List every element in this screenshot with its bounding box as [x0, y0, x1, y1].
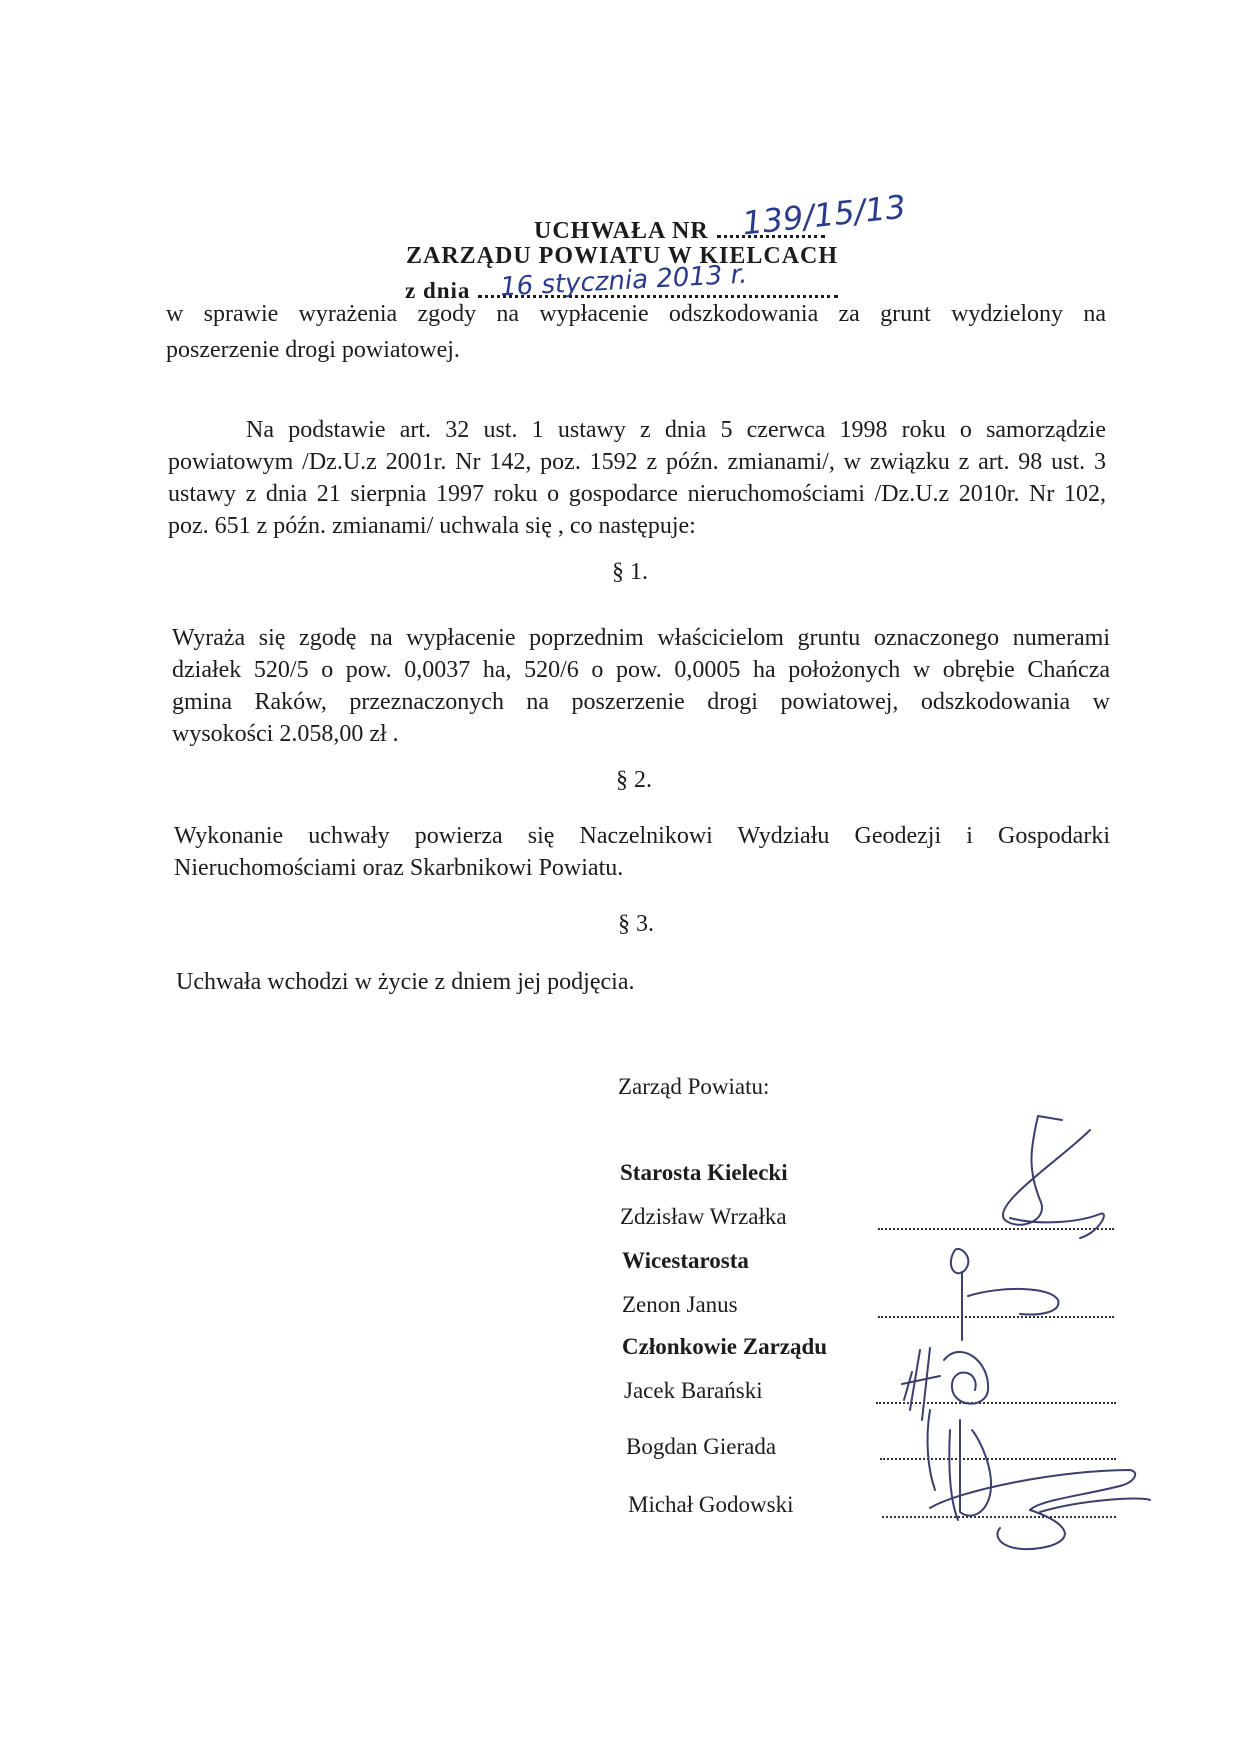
wicestarosta-title: Wicestarosta	[622, 1248, 749, 1273]
signature-line-member-3	[882, 1516, 1116, 1518]
section-1-line-3: gmina Raków, przeznaczonych na poszerzenie drogi powiatowej, odszkodowania w	[172, 689, 1110, 715]
signature-1-stroke	[1003, 1116, 1090, 1225]
member-1-name: Jacek Barański	[624, 1378, 763, 1403]
board-name: ZARZĄDU POWIATU W KIELCACH	[406, 243, 839, 269]
member-2-name: Bogdan Gierada	[626, 1434, 777, 1459]
member-3-name: Michał Godowski	[628, 1492, 794, 1517]
signature-2-stroke	[951, 1249, 969, 1340]
preamble-line-1: Na podstawie art. 32 ust. 1 ustawy z dnia 5 czerwca 1998 roku o samorządzie	[246, 417, 1106, 443]
preamble-line-3: ustawy z dnia 21 sierpnia 1997 roku o gospodarce nieruchomościami /Dz.U.z 2010r. Nr 102,	[168, 481, 1106, 507]
starosta-name: Zdzisław Wrzałka	[620, 1204, 787, 1229]
section-3-heading: § 3.	[618, 911, 654, 937]
members-title: Członkowie Zarządu	[622, 1334, 828, 1359]
section-1-line-2: działek 520/5 o pow. 0,0037 ha, 520/6 o pow. 0,0005 ha położonych w obrębie Chańcza	[172, 657, 1110, 683]
section-2-line-1: Wykonanie uchwały powierza się Naczelnikowi Wydziału Geodezji i Gospodarki	[174, 823, 1110, 849]
section-3-line-1: Uchwała wchodzi w życie z dniem jej podjęcia.	[176, 969, 635, 995]
section-1-heading: § 1.	[612, 559, 648, 585]
wicestarosta-name: Zenon Janus	[622, 1292, 738, 1317]
section-2-heading: § 2.	[616, 767, 652, 793]
preamble-line-4: poz. 651 z późn. zmianami/ uchwala się , co następuje:	[168, 513, 696, 539]
section-2-line-2: Nieruchomościami oraz Skarbnikowi Powiatu.	[174, 855, 624, 881]
signature-line-wicestarosta	[878, 1316, 1114, 1318]
section-1-line-4: wysokości 2.058,00 zł .	[172, 721, 399, 747]
signature-line-member-2	[880, 1458, 1116, 1460]
preamble-line-2: powiatowym /Dz.U.z 2001r. Nr 142, poz. 1592 z późn. zmianami/, w związku z art. 98 ust. 3	[168, 449, 1106, 475]
signature-5-stroke	[930, 1470, 1135, 1549]
section-1-line-1: Wyraża się zgodę na wypłacenie poprzednim właścicielom gruntu oznaczonego numerami	[172, 625, 1110, 651]
subject-line-2: poszerzenie drogi powiatowej.	[166, 337, 460, 363]
signature-3-stroke	[902, 1348, 940, 1420]
subject-line-1: w sprawie wyrażenia zgody na wypłacenie odszkodowania za grunt wydzielony na	[166, 301, 1106, 327]
signature-4-stroke	[928, 1410, 991, 1520]
date-prefix: z dnia	[405, 278, 471, 303]
starosta-title: Starosta Kielecki	[620, 1160, 788, 1185]
handwritten-date: 16 stycznia 2013 r.	[499, 259, 748, 303]
signature-line-starosta	[878, 1228, 1114, 1230]
handwritten-number: 139/15/13	[740, 187, 908, 243]
title-prefix: UCHWAŁA NR	[534, 218, 709, 244]
board-label: Zarząd Powiatu:	[618, 1074, 770, 1099]
signature-line-member-1	[876, 1402, 1116, 1404]
